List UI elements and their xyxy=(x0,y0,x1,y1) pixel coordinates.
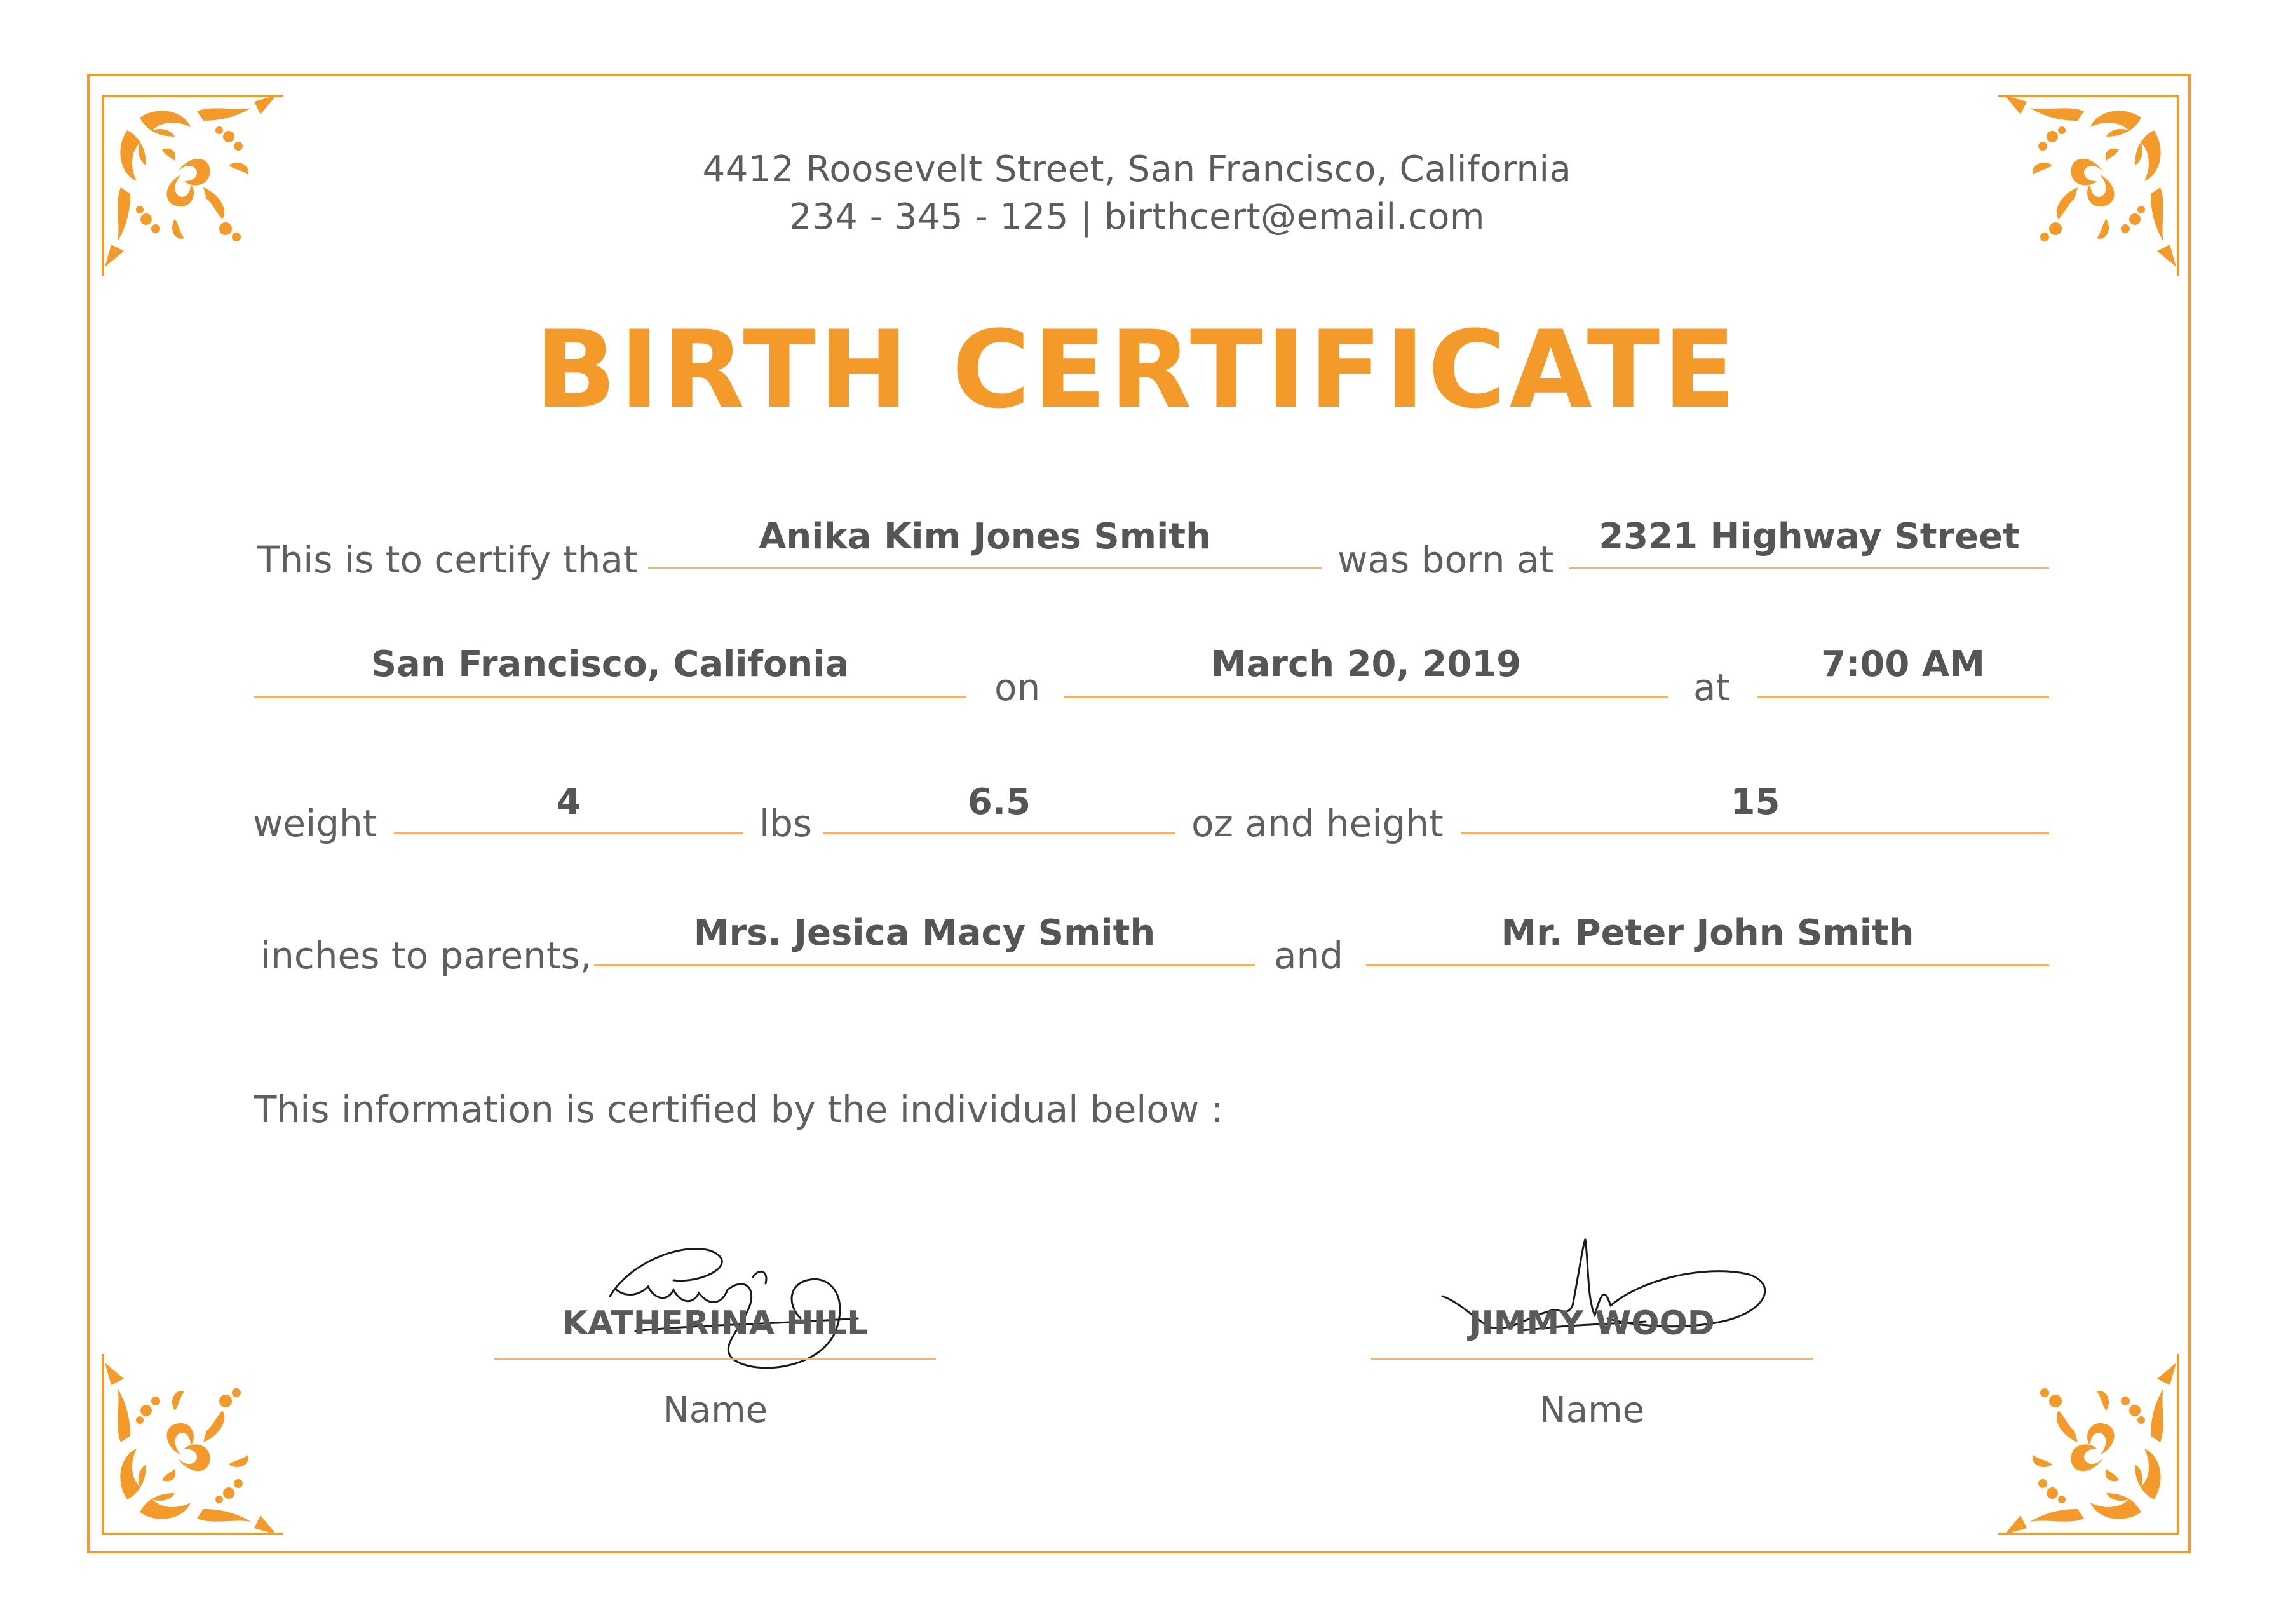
field-city: San Francisco, Califonia xyxy=(370,644,849,685)
field-child-name: Anika Kim Jones Smith xyxy=(759,516,1211,557)
corner-ornament-bottom-left xyxy=(102,1353,286,1538)
label-certified-by: This information is certified by the individual below : xyxy=(254,1088,1224,1131)
signature-name-1: KATHERINA HILL xyxy=(562,1304,869,1343)
line-street xyxy=(1569,567,2049,569)
label-lbs: lbs xyxy=(759,802,813,845)
signature-label-2: Name xyxy=(1539,1390,1645,1431)
signature-name-2: JIMMY WOOD xyxy=(1469,1304,1715,1343)
field-height: 15 xyxy=(1730,782,1780,823)
field-time: 7:00 AM xyxy=(1821,644,1985,685)
line-father xyxy=(1366,964,2049,966)
line-date xyxy=(1064,696,1668,698)
line-time xyxy=(1757,696,2049,698)
field-street: 2321 Highway Street xyxy=(1599,516,2020,557)
field-weight-lbs: 4 xyxy=(556,782,581,823)
floral-ornament-icon xyxy=(102,1353,286,1538)
corner-ornament-bottom-right xyxy=(1995,1353,2179,1538)
field-weight-oz: 6.5 xyxy=(967,782,1031,823)
label-weight: weight xyxy=(253,802,377,845)
header-address: 4412 Roosevelt Street, San Francisco, California xyxy=(702,149,1572,190)
header-contact: 234 - 345 - 125 | birthcert@email.com xyxy=(789,196,1485,238)
line-weight-lbs xyxy=(394,832,743,834)
line-signature-1 xyxy=(494,1358,936,1360)
line-mother xyxy=(594,964,1255,966)
label-and: and xyxy=(1274,934,1344,977)
label-born-at: was born at xyxy=(1337,538,1554,581)
label-certify: This is to certify that xyxy=(257,538,638,581)
floral-ornament-icon xyxy=(1995,1353,2179,1538)
field-father: Mr. Peter John Smith xyxy=(1501,912,1914,954)
label-inches-parents: inches to parents, xyxy=(261,934,592,977)
signature-label-1: Name xyxy=(662,1390,768,1431)
field-date: March 20, 2019 xyxy=(1210,644,1522,685)
field-mother: Mrs. Jesica Macy Smith xyxy=(693,912,1156,954)
line-weight-oz xyxy=(823,832,1175,834)
line-signature-2 xyxy=(1371,1358,1813,1360)
line-child-name xyxy=(648,567,1322,569)
line-height xyxy=(1461,832,2049,834)
page-title: BIRTH CERTIFICATE xyxy=(535,308,1739,432)
line-city xyxy=(254,696,966,698)
label-at: at xyxy=(1693,666,1731,709)
label-on: on xyxy=(994,666,1041,709)
label-oz-height: oz and height xyxy=(1191,802,1444,845)
